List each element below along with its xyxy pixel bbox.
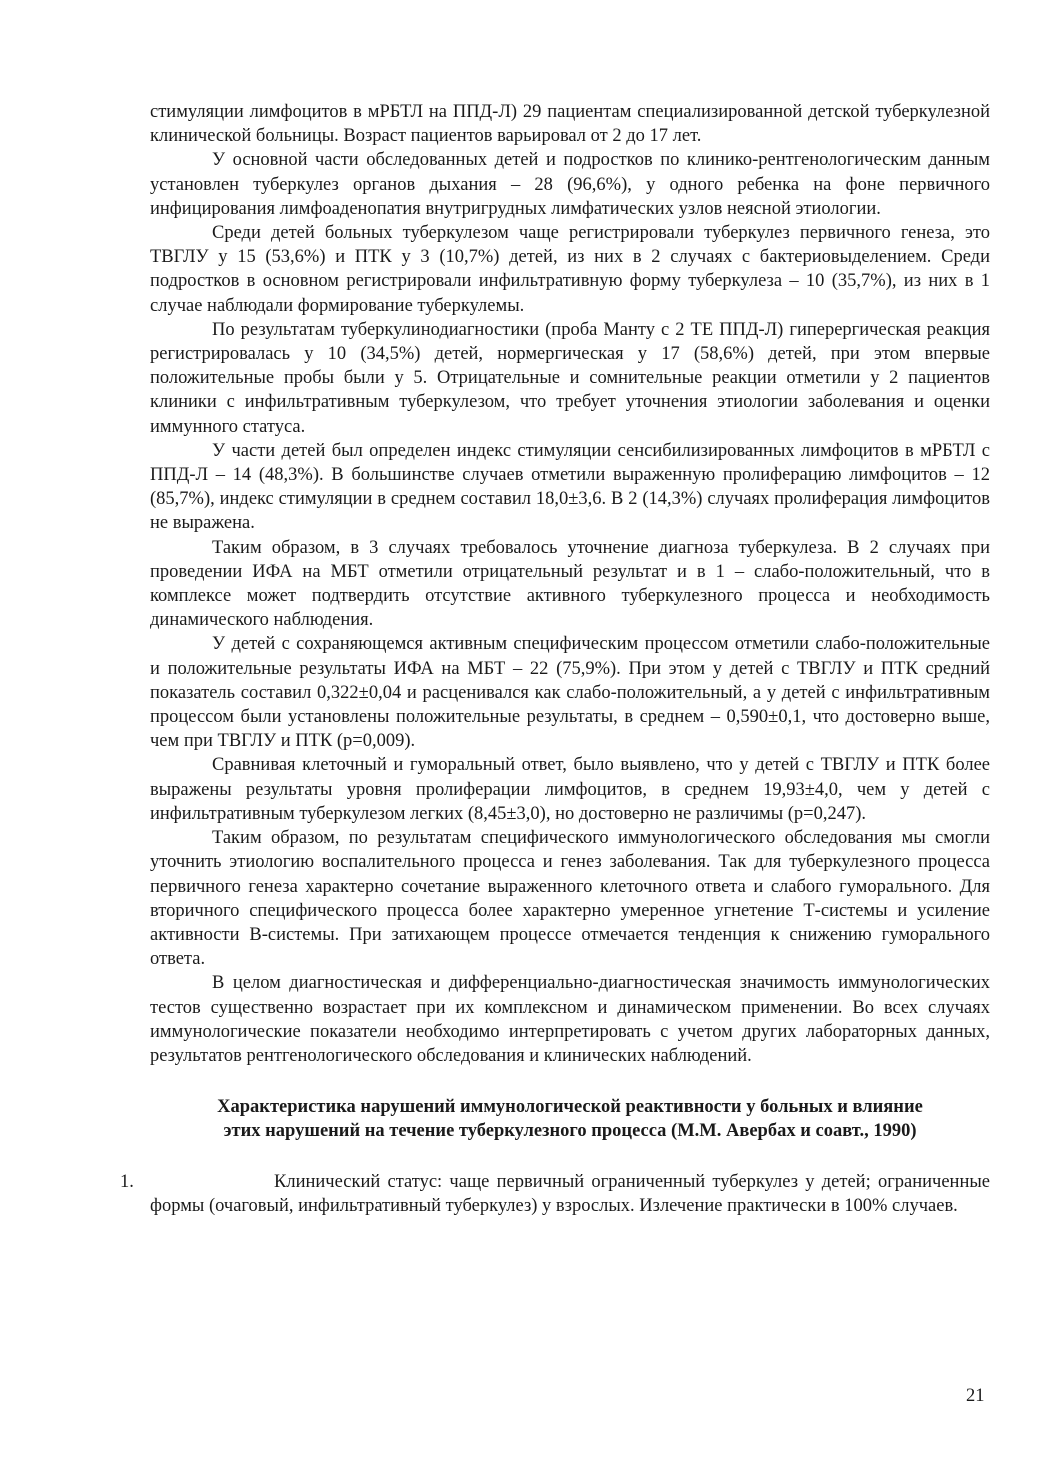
paragraph: У части детей был определен индекс стимуляции сенсибилизированных лимфоцитов в мРБТЛ с ППД-Л – 14 (48,3%). В большинстве случаев отметили выраженную пролиферацию лимфоцитов – 12 (85,7%), индекс стимуляции в среднем составил 18,0±3,6. В 2 (14,3%) случаях пролиферация лимфоцитов не выражена. [150,440,990,534]
list-item [120,1170,990,1218]
list-item-number: 1. [120,1171,134,1192]
document-page [120,100,990,1218]
section-heading-line: этих нарушений на течение туберкулезного процесса (М.М. Авербах и соавт., 1990) [223,1121,917,1142]
paragraph: У основной части обследованных детей и подростков по клинико-рентгенологическим данным установлен туберкулез органов дыхания – 28 (96,6%), у одного ребенка на фоне первичного инфицирования лимфоаденопатия внутригрудных лимфатических узлов неясной этиологии. [150,150,990,219]
paragraph: Таким образом, в 3 случаях требовалось уточнение диагноза туберкулеза. В 2 случаях при проведении ИФА на МБТ отметили отрицательный результат и в 1 – слабо-положительный, что в комплексе может подтвердить отсутствие активного туберкулезного процесса и необходимость динамического наблюдения. [150,537,990,631]
paragraph: Сравнивая клеточный и гуморальный ответ, было выявлено, что у детей с ТВГЛУ и ПТК более выражены результаты уровня пролиферации лимфоцитов, в среднем 19,93±4,0, чем у детей с инфильтративным туберкулезом легких (8,45±3,0), но достоверно не различимы (р=0,247). [150,755,990,824]
paragraph: Среди детей больных туберкулезом чаще регистрировали туберкулез первичного генеза, это ТВГЛУ у 15 (53,6%) и ПТК у 3 (10,7%) детей, из них в 2 случаях с бактериовыделением. Среди подростков в основном регистрировали инфильтративную форму туберкулеза – 10 (35,7%), из них в 1 случае наблюдали формирование туберкулемы. [150,223,990,316]
paragraph: По результатам туберкулинодиагностики (проба Манту с 2 ТЕ ППД-Л) гиперергическая реакция регистрировалась у 10 (34,5%) детей, нормергическая у 17 (58,6%) детей, при этом впервые положительные пробы были у 5. Отрицательные и сомнительные реакции отметили у 2 пациентов клиники с инфильтративным туберкулезом, что требует уточнения этиологии заболевания и оценки иммунного статуса. [150,319,990,437]
section-heading [150,1095,990,1143]
list-item-text: Клинический статус: чаще первичный ограниченный туберкулез у детей; ограниченные формы (очаговый, инфильтративный туберкулез) у взрослых. Излечение практически в 100% случаев. [150,1171,990,1216]
paragraph: У детей с сохраняющемся активным специфическим процессом отметили слабо-положительные и положительные результаты ИФА на МБТ – 22 (75,9%). При этом у детей с ТВГЛУ и ПТК средний показатель составил 0,322±0,04 и расценивался как слабо-положительный, а у детей с инфильтративным процессом были установлены положительные результаты, в среднем – 0,590±0,1, что достоверно выше, чем при ТВГЛУ и ПТК (р=0,009). [150,634,990,752]
paragraph: В целом диагностическая и дифференциально-диагностическая значимость иммунологических тестов существенно возрастает при их комплексном и динамическом применении. Во всех случаях иммунологические показатели необходимо интерпретировать с учетом других лабораторных данных, результатов рентгенологического обследования и клинических наблюдений. [150,973,990,1066]
paragraph: Таким образом, по результатам специфического иммунологического обследования мы смогли уточнить этиологию воспалительного процесса и генез заболевания. Так для туберкулезного процесса первичного генеза характерно сочетание выраженного клеточного ответа и слабого гуморального. Для вторичного специфического процесса более характерно умеренное угнетение Т-системы и усиление активности В-системы. При затихающем процессе отмечается тенденция к снижению гуморального ответа. [150,828,990,970]
section-heading-line: Характеристика нарушений иммунологической реактивности у больных и влияние [217,1097,923,1118]
paragraph: стимуляции лимфоцитов в мРБТЛ на ППД-Л) 29 пациентам специализированной детской туберкулезной клинической больницы. Возраст пациентов варьировал от 2 до 17 лет. [150,102,990,147]
page-number: 21 [966,1386,985,1406]
